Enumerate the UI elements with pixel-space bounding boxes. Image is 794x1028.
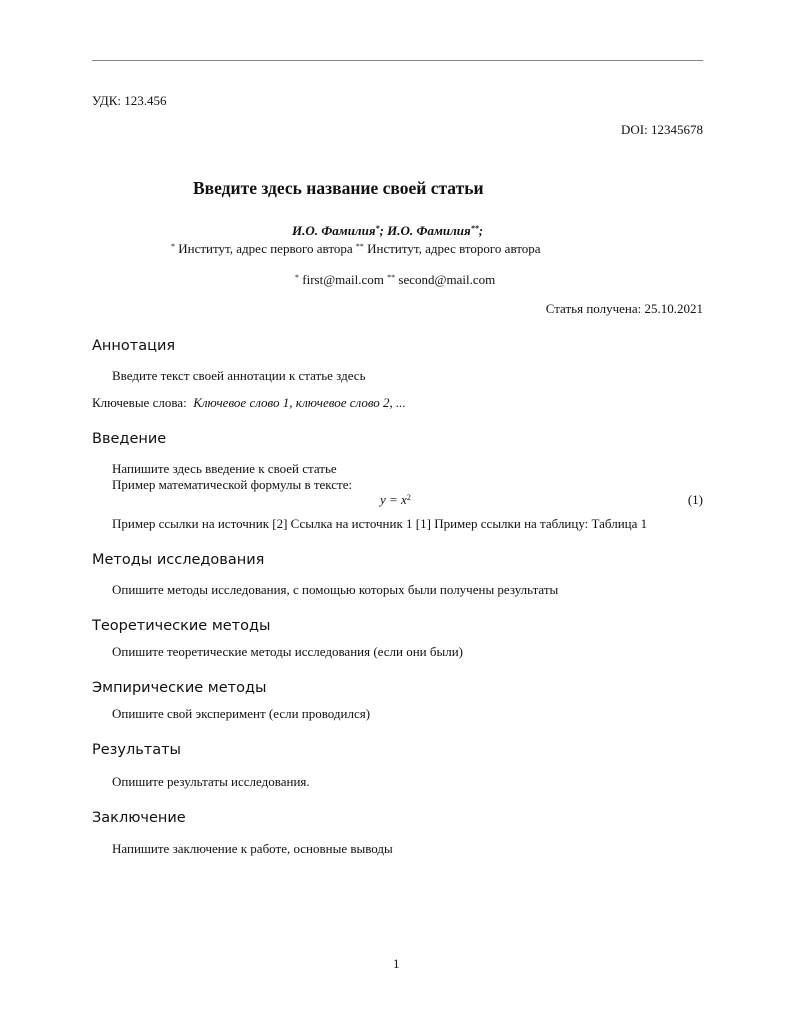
section-heading-theoretical: Теоретические методы: [92, 618, 271, 634]
author-1-mark: *: [375, 224, 380, 233]
section-heading-results: Результаты: [92, 742, 181, 758]
udk-label: УДК: 123.456: [92, 93, 167, 108]
doi-label: DOI: 12345678: [621, 122, 703, 137]
formula: [380, 492, 411, 508]
empirical-text: Опишите свой эксперимент (если проводился): [112, 706, 371, 721]
section-heading-empirical: Эмпирические методы: [92, 680, 267, 696]
intro-line-2: Пример математической формулы в тексте:: [112, 477, 353, 492]
intro-line-1: Напишите здесь введение к своей статье: [112, 461, 337, 476]
intro-line-3: Пример ссылки на источник [2] Ссылка на источник 1 [1] Пример ссылки на таблицу: Таблица 1: [112, 516, 648, 531]
page-number: 1: [393, 956, 400, 971]
affiliation-1-mark: *: [171, 242, 175, 251]
results-text: Опишите результаты исследования.: [112, 774, 310, 789]
authors-line: [292, 223, 483, 239]
email-2: second@mail.com: [395, 272, 496, 287]
author-1: И.О. Фамилия: [292, 223, 376, 238]
theoretical-text: Опишите теоретические методы исследования (если они были): [112, 644, 464, 659]
author-2-mark: **: [470, 224, 479, 233]
author-separator: ;: [379, 223, 388, 238]
keywords-line: [92, 395, 406, 411]
author-2: И.О. Фамилия: [387, 223, 471, 238]
keywords-value: Ключевое слово 1, ключевое слово 2, ...: [193, 395, 406, 410]
paper-title: Введите здесь название своей статьи: [193, 178, 484, 198]
header-rule: [92, 60, 703, 61]
keywords-label: Ключевые слова:: [92, 395, 187, 410]
authors-end: ;: [478, 223, 484, 238]
affiliation-2: Институт, адрес второго автора: [363, 241, 541, 256]
methods-text: Опишите методы исследования, с помощью которых были получены результаты: [112, 582, 559, 597]
abstract-text: Введите текст своей аннотации к статье здесь: [112, 368, 366, 383]
section-heading-abstract: Аннотация: [92, 338, 176, 354]
emails-line: [295, 272, 495, 288]
section-heading-intro: Введение: [92, 431, 167, 447]
section-heading-methods: Методы исследования: [92, 552, 265, 568]
email-2-mark: **: [387, 273, 396, 282]
email-1: first@mail.com: [299, 272, 388, 287]
affiliation-2-mark: **: [355, 242, 364, 251]
formula-base: y = x: [380, 492, 407, 507]
section-heading-conclusion: Заключение: [92, 810, 186, 826]
conclusion-text: Напишите заключение к работе, основные выводы: [112, 841, 393, 856]
affiliations-line: [171, 241, 541, 257]
affiliation-1: Институт, адрес первого автора: [175, 241, 356, 256]
formula-exponent: 2: [406, 493, 411, 502]
email-1-mark: *: [295, 273, 299, 282]
received-date: Статья получена: 25.10.2021: [545, 301, 703, 316]
formula-number: (1): [687, 492, 703, 507]
